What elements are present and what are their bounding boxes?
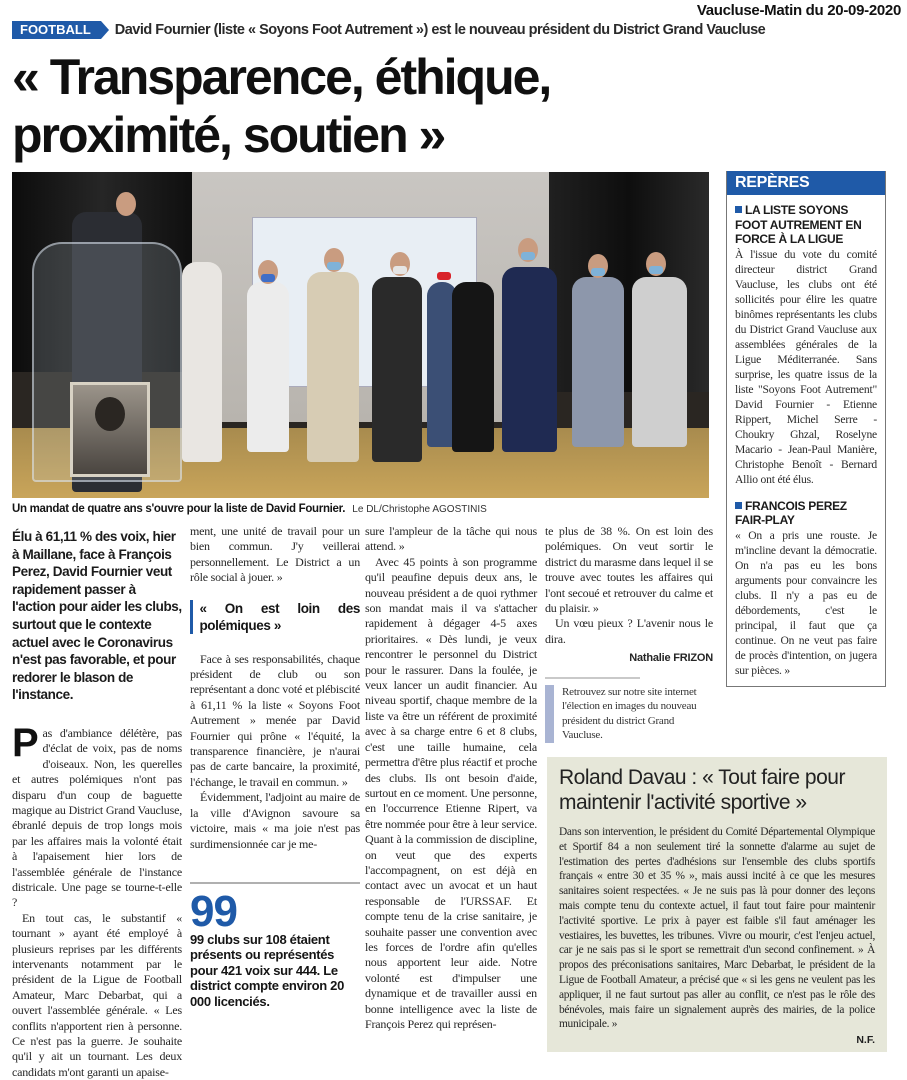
photo-person: [247, 282, 289, 452]
web-note-text[interactable]: Retrouvez sur notre site internet l'élection en images du nouveau président du district Grand Vaucluse.: [562, 685, 697, 742]
davau-signature: N.F.: [856, 1034, 875, 1047]
article-column-3: [365, 524, 537, 1032]
reperes-section-body: « On a pris une rouste. Je m'incline devant la démocratie. On n'a pas eu les bons arguments pour convaincre les clubs. Il n'y a pas eu de débordements, c'est le principal, il faut que ça continue. On ne veut pas faire de procès d'intention, on jugera sur pièces. »: [735, 528, 877, 677]
photo-mask: [521, 252, 535, 260]
intertitle: [190, 600, 360, 634]
reperes-title: REPÈRES: [727, 171, 885, 195]
reperes-section-title: [735, 203, 877, 247]
davau-title: Roland Davau : « Tout faire pour maintenir l'activité sportive »: [559, 766, 845, 814]
intertitle-bar: [190, 600, 193, 634]
reperes-section: [727, 195, 885, 487]
square-bullet-icon: [735, 206, 742, 213]
photo-person: [572, 277, 624, 447]
photo-person: [372, 277, 422, 462]
article-paragraph: Évidemment, l'adjoint au maire de la ville d'Avignon savoure sa victoire, mais « ma joie n'est pas surdimensionnée car je me-: [190, 790, 360, 851]
web-note-rule: [545, 677, 640, 679]
article-paragraph: En tout cas, le substantif « tournant » ayant été employé à plusieurs reprises par les différents intervenants notamment par le président de la Ligue de Football Amateur, Marc Debarbat, qui a ouvert l'assemblée générale. « Les conflits n'apportent rien à personne. Ce n'est pas la guerre. Je souhaite qu'il y ait un tournant. Les deux candidats m'ont garanti un apaise-: [12, 910, 182, 1079]
article-paragraph: ment, une unité de travail pour un bien commun. J'y veillerai personnellement. Le District a un rôle social à jouer. »: [190, 524, 360, 585]
paragraph-text: as d'ambiance délétère, pas d'éclat de voix, pas de noms d'oiseaux. Non, les querelles et autres polémiques n'ont pas disparu d'un coup de baguette magique au District Grand Vaucluse, ébranlé depuis de trop longs mois par les affaires mais la volonté était à l'apaisement hier lors de l'assemblée générale de l'instance districale. Une page se tourne-t-elle ?: [12, 725, 182, 910]
photo-caption: [12, 503, 487, 515]
article-column-1: [12, 528, 182, 1080]
reperes-section: [727, 487, 885, 678]
photo-person: [452, 282, 494, 452]
divider: [190, 882, 360, 884]
article-column-2: [190, 524, 360, 1009]
article-paragraph: Un vœu pieux ? L'avenir nous le dira.: [545, 616, 713, 646]
section-kicker: FOOTBALL: [12, 21, 101, 39]
reperes-section-title: [735, 499, 877, 528]
article-column-4: [545, 524, 713, 743]
photo-person: [632, 277, 687, 447]
stat-text: 99 clubs sur 108 étaient présents ou représentés pour 421 voix sur 444. Le district compte environ 20 000 licenciés.: [190, 931, 345, 1009]
newspaper-source: Vaucluse-Matin du 20-09-2020: [696, 2, 901, 19]
article-paragraph: te plus de 38 %. On est loin des polémiques. On veut sortir le district du marasme dans lequel il se trouve avec toutes les affaires qui l'ont secoué et retrouver du calme et du plaisir. »: [545, 524, 713, 616]
web-note[interactable]: [545, 685, 713, 743]
photo-credit: Le DL/Christophe AGOSTINIS: [352, 504, 487, 515]
square-bullet-icon: [735, 502, 742, 509]
photo-mask: [393, 266, 407, 274]
article-paragraph: [12, 720, 182, 911]
headline: « Transparence, éthique, proximité, soutien »: [12, 49, 551, 163]
photo-mask: [261, 274, 275, 282]
photo-head: [116, 192, 136, 216]
photo-portrait-frame: [70, 382, 150, 477]
caption-text: Un mandat de quatre ans s'ouvre pour la liste de David Fournier.: [12, 503, 346, 515]
author-signature: Nathalie FRIZON: [629, 652, 713, 665]
photo-portrait-figure: [95, 397, 125, 431]
stat-number: 99: [190, 886, 237, 936]
article-paragraph: Face à ses responsabilités, chaque président de club ou son représentant a donc voté et plébiscité à 61,11 % la liste « Soyons Foot Autrement » menée par David Fournier qui prône « l'équité, la transparence financière, je n'aurai pas de carte bancaire, la proximité, l'échange, le travail en commun. »: [190, 651, 360, 789]
photo-mask: [437, 272, 451, 280]
kicker-subheading: David Fournier (liste « Soyons Foot Autrement ») est le nouveau président du District Grand Vaucluse: [114, 22, 766, 38]
photo-mask: [591, 268, 605, 276]
photo-person: [502, 267, 557, 452]
photo-person: [307, 272, 359, 462]
article-paragraph: sure l'ampleur de la tâche qui nous attend. »: [365, 524, 537, 554]
reperes-section-title-text: LA LISTE SOYONS FOOT AUTREMENT EN FORCE À LA LIGUE: [735, 203, 862, 246]
web-note-bar: [545, 685, 554, 743]
davau-body: Dans son intervention, le président du Comité Départemental Olympique et Sportif 84 a non seulement tiré la sonnette d'alarme au sujet de l'estimation des pertes d'adhésions sur l'ensemble des clubs sportifs français « entre 30 et 35 % », mais aussi incité à ce que les mesures sanitaires soient respectées. « Je ne suis pas là pour donner des leçons mais compte tenu du contexte actuel, il faut tout faire pour maintenir l'activité sportive. Le prix à payer est faible s'il faut aménager les vestiaires, les buvettes, les tribunes. Vivre ou mourir, c'est l'enjeu actuel, car je ne sais pas si le sport se remettrait d'un second confinement. » À propos des préconisations sanitaires, Marc Debarbat, le président de la Ligue de Football Amateur, a précisé que « si les gens ne veulent pas les appliquer, il ne faut surtout pas aller au conflit, ce n'est pas le rôle des bénévoles, mais faire un signalement auprès des mairies, de la police municipale. »: [559, 826, 875, 1031]
reperes-sidebar: [726, 171, 886, 687]
article-paragraph: Avec 45 points à son programme qu'il peaufine depuis deux ans, le nouveau président a de quoi rythmer son mandat mais il va s'attacher rapidement à dégager 4-5 axes prioritaires. « Dès lundi, je veux rencontrer le personnel du District pour le rassurer. Dans la foulée, je veux lancer un audit financier. Au niveau sportif, chaque membre de la liste va être un référent de proximité avec à sa charge entre 6 et 8 clubs, c'est une taille humaine, cela permettra d'être plus réactif et proche des clubs. Ils ont besoin d'aide, surtout en ce moment. Une personne, en l'occurrence Etienne Ripert, va être nommée pour être à leur service. Quant à la commission de discipline, on veut que des experts l'accompagnent, on est déjà en contact avec un avocat et un haut responsable de l'URSSAF. Et compte tenu de la crise sanitaire, je souhaite passer une convention avec les forces de l'ordre afin qu'elles nous apportent leur aide. Notre volonté est d'impulser une dynamique et de travailler aussi en bonne intelligence avec la liste de François Perez qui représen-: [365, 554, 537, 1031]
article-lead: Élu à 61,11 % des voix, hier à Maillane, face à François Perez, David Fournier veut rapidement passer à l'action pour aider les clubs, surtout que le contexte actuel avec le Coronavirus n'est pas favorable, et pour redorer le blason de l'instance.: [12, 529, 182, 703]
article-photo: [12, 172, 709, 498]
reperes-section-title-text: FRANCOIS PEREZ FAIR-PLAY: [735, 498, 847, 527]
photo-person: [182, 262, 222, 462]
kicker-row: [12, 20, 765, 40]
photo-mask: [327, 262, 341, 270]
intertitle-text: « On est loin des polémiques »: [199, 600, 360, 633]
photo-mask: [649, 266, 663, 274]
drop-cap: P: [12, 720, 39, 765]
reperes-section-body: À l'issue du vote du comité directeur district Grand Vaucluse, les clubs ont été sollicités pour élire les quatre binômes représentants les clubs du District Grand Vaucluse aux assemblées générales de la Ligue Méditerranée. Sans surprise, les quatre issus de la liste "Soyons Foot Autrement" David Fournier - Etienne Rippert, Michel Serre - Choukry Ghzal, Roselyne Macario - Jean-Paul Manière, Christophe Benoît - Bernard Allio ont été élus.: [735, 247, 877, 486]
davau-box: [547, 757, 887, 1052]
